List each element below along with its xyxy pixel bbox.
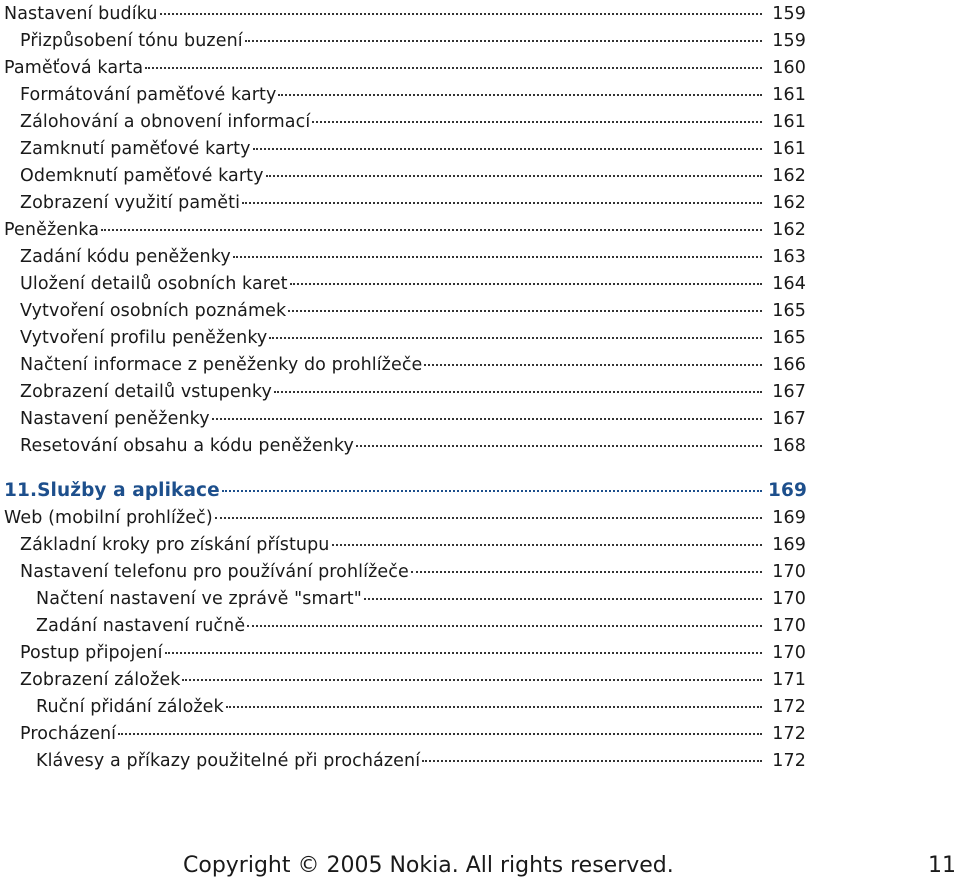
toc-entry <box>20 559 806 586</box>
toc-page-number: 167 <box>772 381 806 402</box>
toc-entry <box>20 433 806 460</box>
toc-entry-title: Načtení informace z peněženky do prohlížeče <box>20 354 423 375</box>
toc-chapter-heading <box>4 477 806 504</box>
toc-page-number: 165 <box>772 327 806 348</box>
toc-entry-title: Procházení <box>20 723 117 744</box>
toc-page-number: 169 <box>768 479 807 501</box>
dot-leader <box>145 55 762 73</box>
toc-entry <box>20 109 806 136</box>
dot-leader <box>242 190 762 208</box>
toc-entry-title: Vytvoření profilu peněženky <box>20 327 268 348</box>
dot-leader <box>266 163 762 181</box>
toc-entry-title: Klávesy a příkazy použitelné při procházení <box>36 750 421 771</box>
toc-entry <box>36 694 806 721</box>
toc-entry-title: Uložení detailů osobních karet <box>20 273 288 294</box>
toc-entry-title: Web (mobilní prohlížeč) <box>4 507 213 528</box>
dot-leader <box>332 532 763 550</box>
toc-entry <box>20 190 806 217</box>
dot-leader <box>364 586 762 604</box>
toc-entry <box>20 325 806 352</box>
toc-entry <box>36 748 806 775</box>
toc-entry <box>36 586 806 613</box>
toc-entry-title: Zadání nastavení ručně <box>36 615 246 636</box>
toc-entry-title: Nastavení peněženky <box>20 408 210 429</box>
toc-page-number: 161 <box>772 111 806 132</box>
dot-leader <box>356 433 762 451</box>
dot-leader <box>233 244 762 262</box>
toc-entry <box>36 613 806 640</box>
dot-leader <box>118 721 762 739</box>
toc-entry-title: Formátování paměťové karty <box>20 84 277 105</box>
toc-entry <box>4 217 806 244</box>
toc-page-number: 166 <box>772 354 806 375</box>
toc-entry-title: Nastavení telefonu pro používání prohlížeče <box>20 561 409 582</box>
toc-entry-title: Paměťová karta <box>4 57 144 78</box>
toc-entry-title: Zálohování a obnovení informací <box>20 111 311 132</box>
dot-leader <box>212 406 762 424</box>
toc-page-number: 164 <box>772 273 806 294</box>
page-footer <box>0 851 960 883</box>
toc-entry <box>20 721 806 748</box>
toc-page-number: 159 <box>772 3 806 24</box>
toc-entry <box>20 244 806 271</box>
toc-entry-title: Vytvoření osobních poznámek <box>20 300 287 321</box>
toc-page-number: 172 <box>772 696 806 717</box>
toc-entry <box>4 1 806 28</box>
toc-page-number: 172 <box>772 723 806 744</box>
toc-entry-title: Zamknutí paměťové karty <box>20 138 251 159</box>
toc-page-number: 170 <box>772 615 806 636</box>
dot-leader <box>274 379 762 397</box>
dot-leader <box>215 505 762 523</box>
toc-entry <box>20 136 806 163</box>
toc-page-number: 162 <box>772 219 806 240</box>
toc-page-number: 172 <box>772 750 806 771</box>
toc-page-number: 171 <box>772 669 806 690</box>
toc-entry <box>20 82 806 109</box>
dot-leader <box>424 352 762 370</box>
toc-entry-title: Načtení nastavení ve zprávě "smart" <box>36 588 362 609</box>
dot-leader <box>269 325 762 343</box>
toc-page-number: 159 <box>772 30 806 51</box>
toc-page-number: 160 <box>772 57 806 78</box>
toc-page-number: 163 <box>772 246 806 267</box>
toc-entry <box>20 271 806 298</box>
dot-leader <box>411 559 762 577</box>
toc-page-number: 165 <box>772 300 806 321</box>
toc-page-number: 170 <box>772 588 806 609</box>
dot-leader <box>165 640 762 658</box>
dot-leader <box>182 667 762 685</box>
toc-entry-title: Peněženka <box>4 219 100 240</box>
toc-entry <box>20 28 806 55</box>
toc-page-number: 168 <box>772 435 806 456</box>
dot-leader <box>422 748 762 766</box>
dot-leader <box>312 109 762 127</box>
toc-page-number: 162 <box>772 165 806 186</box>
toc-entry-title: 11.Služby a aplikace <box>4 479 220 501</box>
toc-entry <box>4 55 806 82</box>
dot-leader <box>278 82 762 100</box>
toc-page-number: 169 <box>772 534 806 555</box>
toc-entry <box>20 163 806 190</box>
dot-leader <box>290 271 762 289</box>
page-number: 11 <box>928 853 956 878</box>
toc-entry-title: Odemknutí paměťové karty <box>20 165 264 186</box>
toc-entry <box>4 505 806 532</box>
toc-entry-title: Zobrazení záložek <box>20 669 181 690</box>
toc-page-number: 161 <box>772 84 806 105</box>
toc-entry <box>20 406 806 433</box>
dot-leader <box>253 136 762 154</box>
dot-leader <box>226 694 762 712</box>
toc-page-number: 170 <box>772 561 806 582</box>
toc-page-number: 161 <box>772 138 806 159</box>
toc-page-number: 162 <box>772 192 806 213</box>
toc-entry <box>20 532 806 559</box>
toc-entry-title: Zadání kódu peněženky <box>20 246 231 267</box>
toc-entry-title: Resetování obsahu a kódu peněženky <box>20 435 354 456</box>
toc-entry <box>20 667 806 694</box>
dot-leader <box>101 217 762 235</box>
toc-page-number: 167 <box>772 408 806 429</box>
toc-entry-title: Zobrazení využití paměti <box>20 192 241 213</box>
dot-leader <box>288 298 762 316</box>
copyright-notice: Copyright © 2005 Nokia. All rights reserved. <box>183 853 674 878</box>
toc-entry <box>20 298 806 325</box>
toc-entry-title: Postup připojení <box>20 642 163 663</box>
toc-page-number: 169 <box>772 507 806 528</box>
toc-entry <box>20 640 806 667</box>
toc-entry-title: Ruční přidání záložek <box>36 696 224 717</box>
dot-leader <box>247 613 762 631</box>
toc-entry-title: Zobrazení detailů vstupenky <box>20 381 272 402</box>
toc-entry <box>20 379 806 406</box>
dot-leader <box>245 28 762 46</box>
toc-entry <box>20 352 806 379</box>
toc-entry-title: Přizpůsobení tónu buzení <box>20 30 243 51</box>
toc-entry-title: Nastavení budíku <box>4 3 158 24</box>
dot-leader <box>160 1 762 19</box>
toc-entry-title: Základní kroky pro získání přístupu <box>20 534 330 555</box>
dot-leader <box>222 477 762 496</box>
toc-page-number: 170 <box>772 642 806 663</box>
